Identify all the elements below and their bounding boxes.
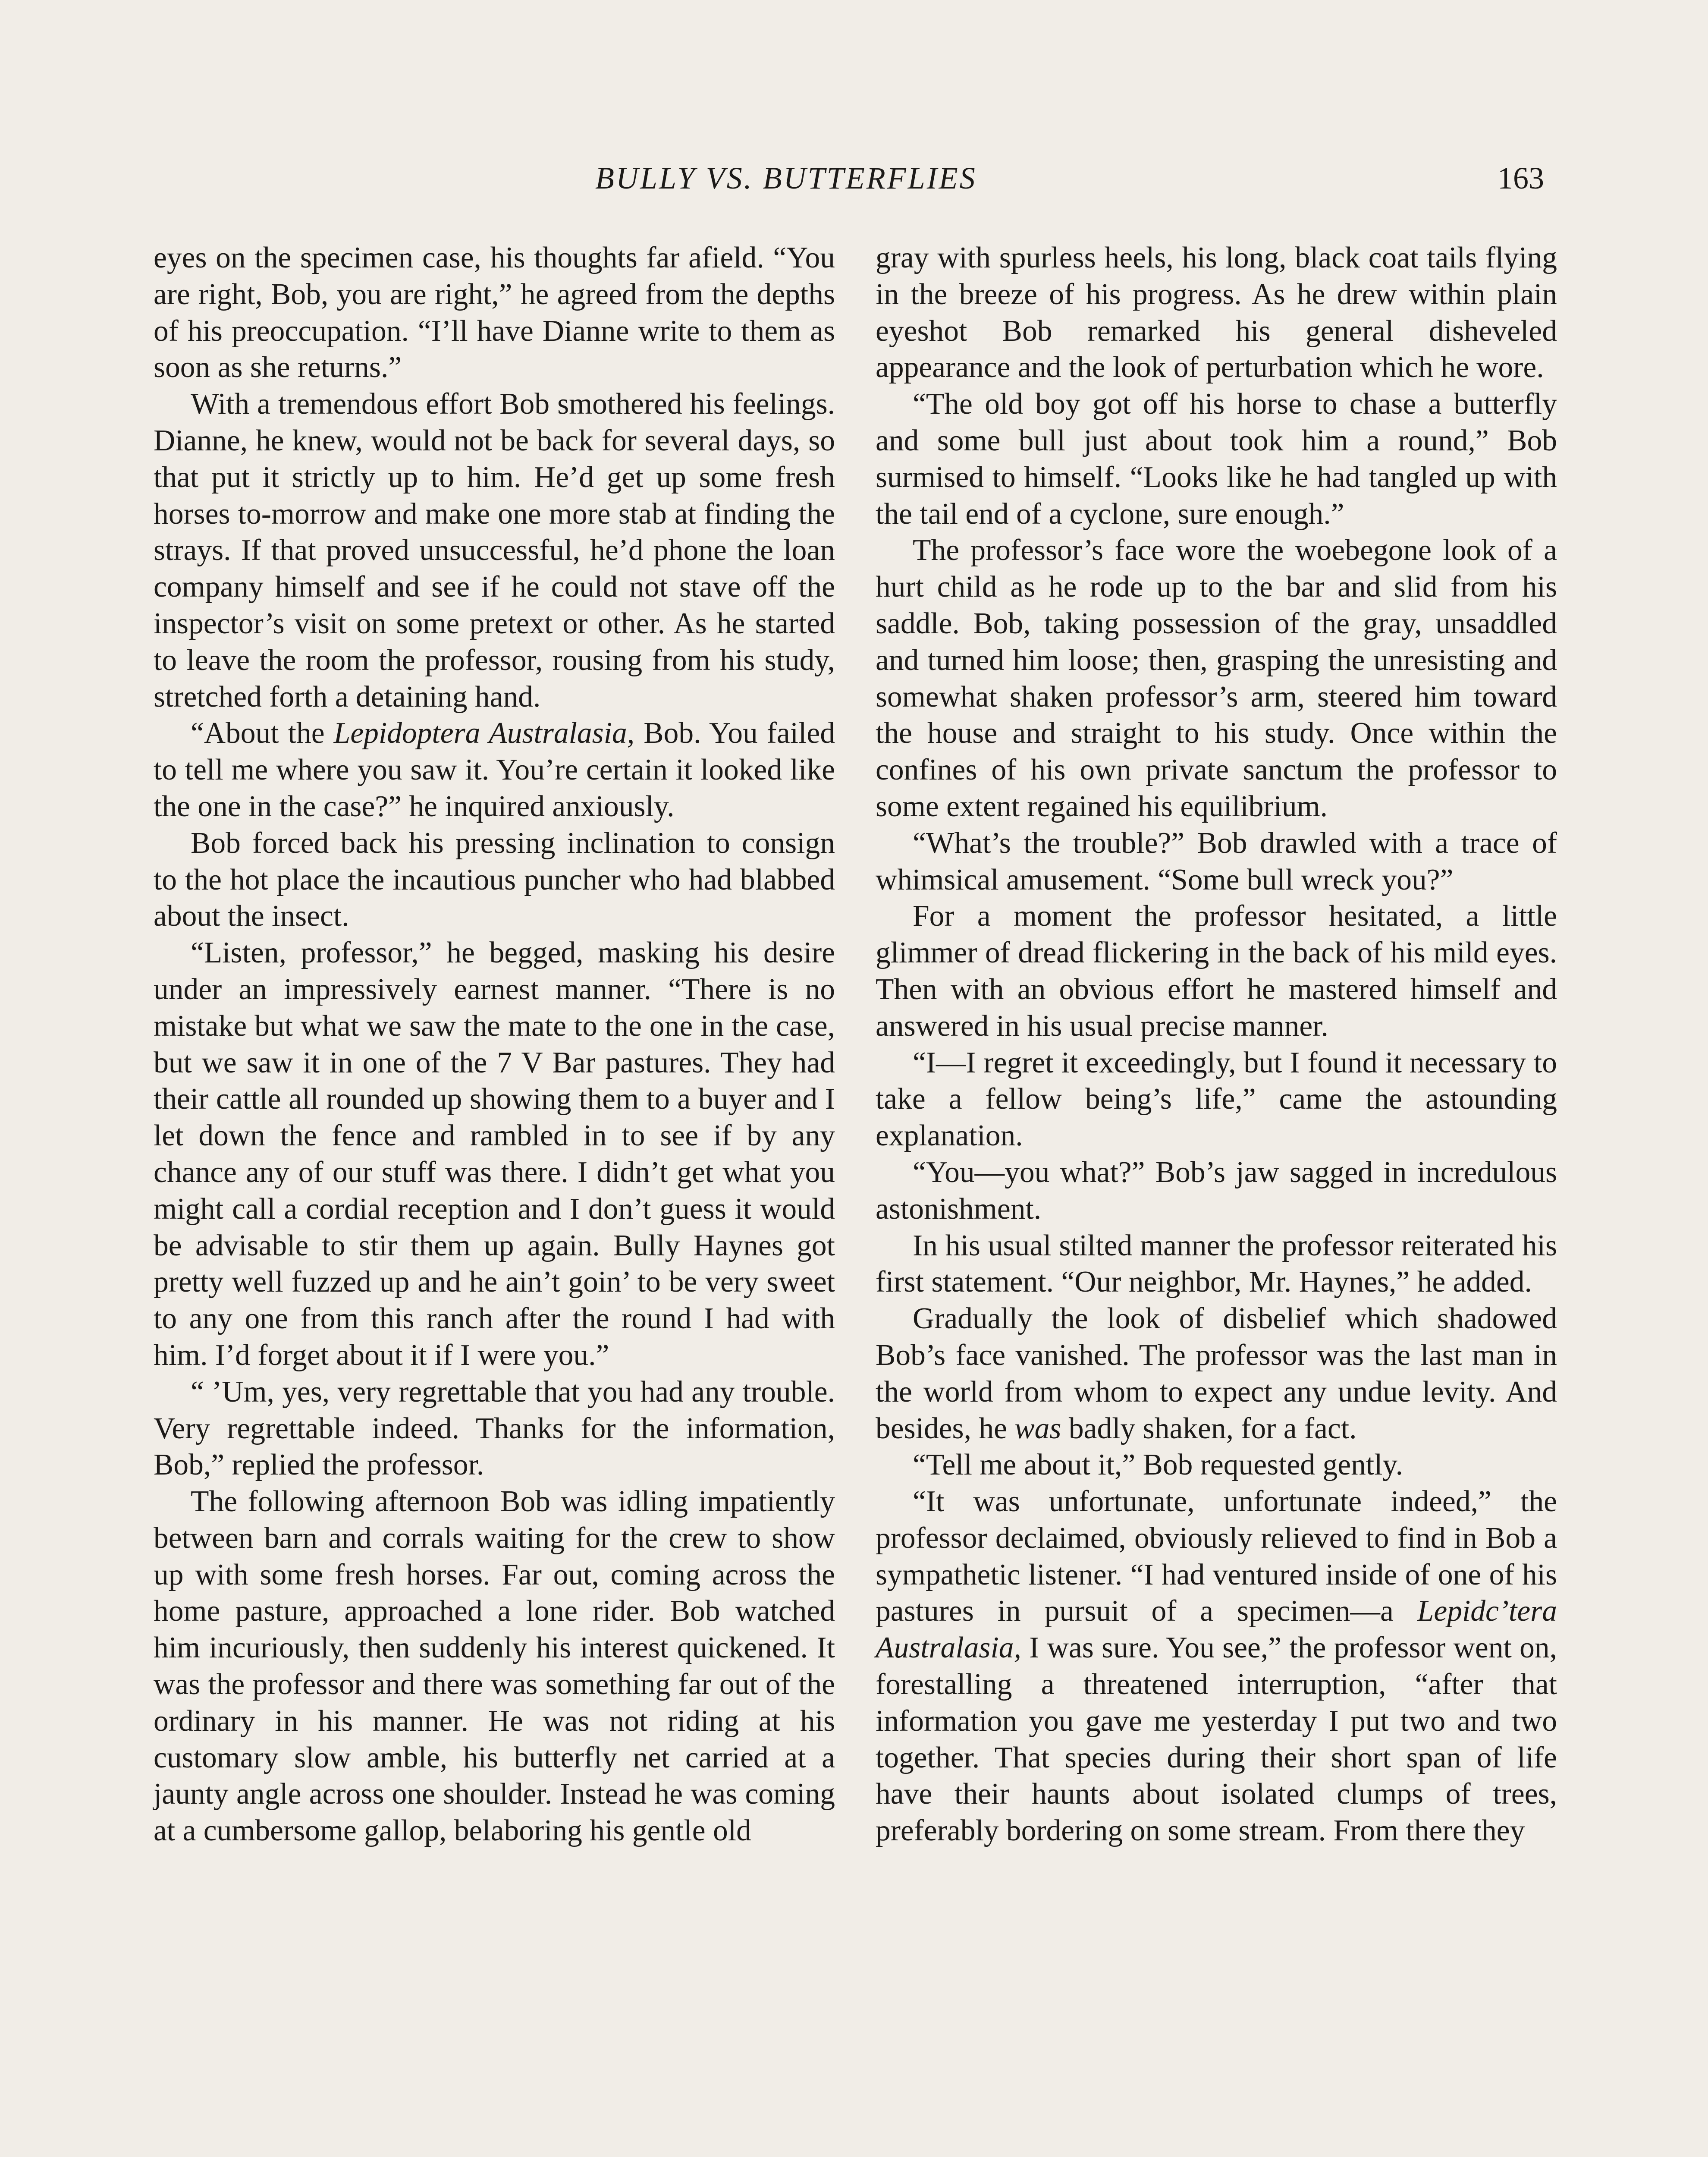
paragraph (876, 1301, 1557, 1447)
text-run: badly shaken, for a fact. (1061, 1412, 1357, 1445)
text-run: I was sure. You see,” the professor went on, forestalling a threatened interruption, “after that information you gave me yesterday I put two and two together. That species during their short span of life have their haunts about isolated clumps of trees, preferably bordering on some stream. From there they (876, 1631, 1557, 1848)
paragraph (154, 715, 835, 825)
paragraph: “What’s the trouble?” Bob drawled with a trace of whimsical amusement. “Some bull wreck you?” (876, 826, 1557, 896)
right-column (876, 240, 1557, 1849)
paragraph: “ ’Um, yes, very regrettable that you had any trouble. Very regrettable indeed. Thanks for the information, Bob,” replied the professor. (154, 1375, 835, 1482)
paragraph: Bob forced back his pressing inclination to consign to the hot place the incautious puncher who had blabbed about the insect. (154, 826, 835, 933)
paragraph: With a tremendous effort Bob smothered his feelings. Dianne, he knew, would not be back for several days, so that put it strictly up to him. He’d get up some fresh horses to-morrow and make one more stab at finding the strays. If that proved unsuccessful, he’d phone the loan company himself and see if he could not stave off the inspector’s visit on some pretext or other. As he started to leave the room the professor, rousing from his study, stretched forth a detaining hand. (154, 387, 835, 714)
italic-species-name: Lepidoptera Australasia, (333, 717, 635, 750)
left-column (154, 240, 835, 1849)
paragraph: “The old boy got off his horse to chase a butterfly and some bull just about took him a round,” Bob surmised to himself. “Looks like he had tangled up with the tail end of a cyclone, sure enough.” (876, 387, 1557, 531)
paragraph: The professor’s face wore the woebegone look of a hurt child as he rode up to the bar and slid from his saddle. Bob, taking possession of the gray, unsaddled and turned him loose; then, grasping the unresisting and somewhat shaken professor’s arm, steered him toward the house and straight to his study. Once within the confines of his own private sanctum the professor to some extent regained his equilibrium. (876, 534, 1557, 823)
italic-emphasis: was (1014, 1412, 1061, 1445)
page-number: 163 (1498, 161, 1544, 195)
text-run: Bob. You failed to tell me where you saw it. You’re certain it looked like the one in the case?” he inquired anxiously. (154, 717, 835, 823)
paragraph: For a moment the professor hesitated, a little glimmer of dread flickering in the back of his mild eyes. Then with an obvious effort he mastered himself and answered in his usual precise manner. (876, 899, 1557, 1043)
running-title: BULLY VS. BUTTERFLIES (595, 161, 977, 195)
text-run: “It was unfortunate, unfortunate indeed,” the professor declaimed, obviously relieved to find in Bob a sympathetic listener. “I had ventured inside of one of his pastures in pursuit of a specimen—a (876, 1485, 1557, 1628)
paragraph: eyes on the specimen case, his thoughts far afield. “You are right, Bob, you are right,” he agreed from the depths of his preoccupation. “I’ll have Dianne write to them as soon as she returns.” (154, 241, 835, 384)
text-run: “About the (191, 717, 334, 750)
paragraph: The following afternoon Bob was idling impatiently between barn and corrals waiting for the crew to show up with some fresh horses. Far out, coming across the home pasture, approached a lone rider. Bob watched him incuriously, then suddenly his interest quickened. It was the professor and there was something far out of the ordinary in his manner. He was not riding at his customary slow amble, his butterfly net carried at a jaunty angle across one shoulder. Instead he was coming at a cumbersome gallop, belaboring his gentle old (154, 1485, 835, 1848)
paragraph: “I—I regret it exceedingly, but I found it necessary to take a fellow being’s life,” came the astounding explanation. (876, 1046, 1557, 1153)
italic-species-name: Lepidcʼtera Australasia, (876, 1594, 1557, 1665)
paragraph: In his usual stilted manner the professor reiterated his first statement. “Our neighbor, Mr. Haynes,” he added. (876, 1229, 1557, 1299)
paragraph: “You—you what?” Bob’s jaw sagged in incredulous astonishment. (876, 1155, 1557, 1226)
paragraph (876, 1484, 1557, 1849)
text-run: Gradually the look of disbelief which shadowed Bob’s face vanished. The professor was the last man in the world from whom to expect any undue levity. And besides, he (876, 1302, 1557, 1445)
paragraph: “Listen, professor,” he begged, masking his desire under an impressively earnest manner. “There is no mistake but what we saw the mate to the one in the case, but we saw it in one of the 7 V Bar pastures. They had their cattle all rounded up showing them to a buyer and I let down the fence and rambled in to see if by any chance any of our stuff was there. I didn’t get what you might call a cordial reception and I don’t guess it would be advisable to stir them up again. Bully Haynes got pretty well fuzzed up and he ain’t goin’ to be very sweet to any one from this ranch after the round I had with him. I’d forget about it if I were you.” (154, 936, 835, 1372)
paragraph: gray with spurless heels, his long, black coat tails flying in the breeze of his progress. As he drew within plain eyeshot Bob remarked his general disheveled appearance and the look of perturbation which he wore. (876, 241, 1557, 384)
paragraph: “Tell me about it,” Bob requested gently. (913, 1448, 1403, 1482)
